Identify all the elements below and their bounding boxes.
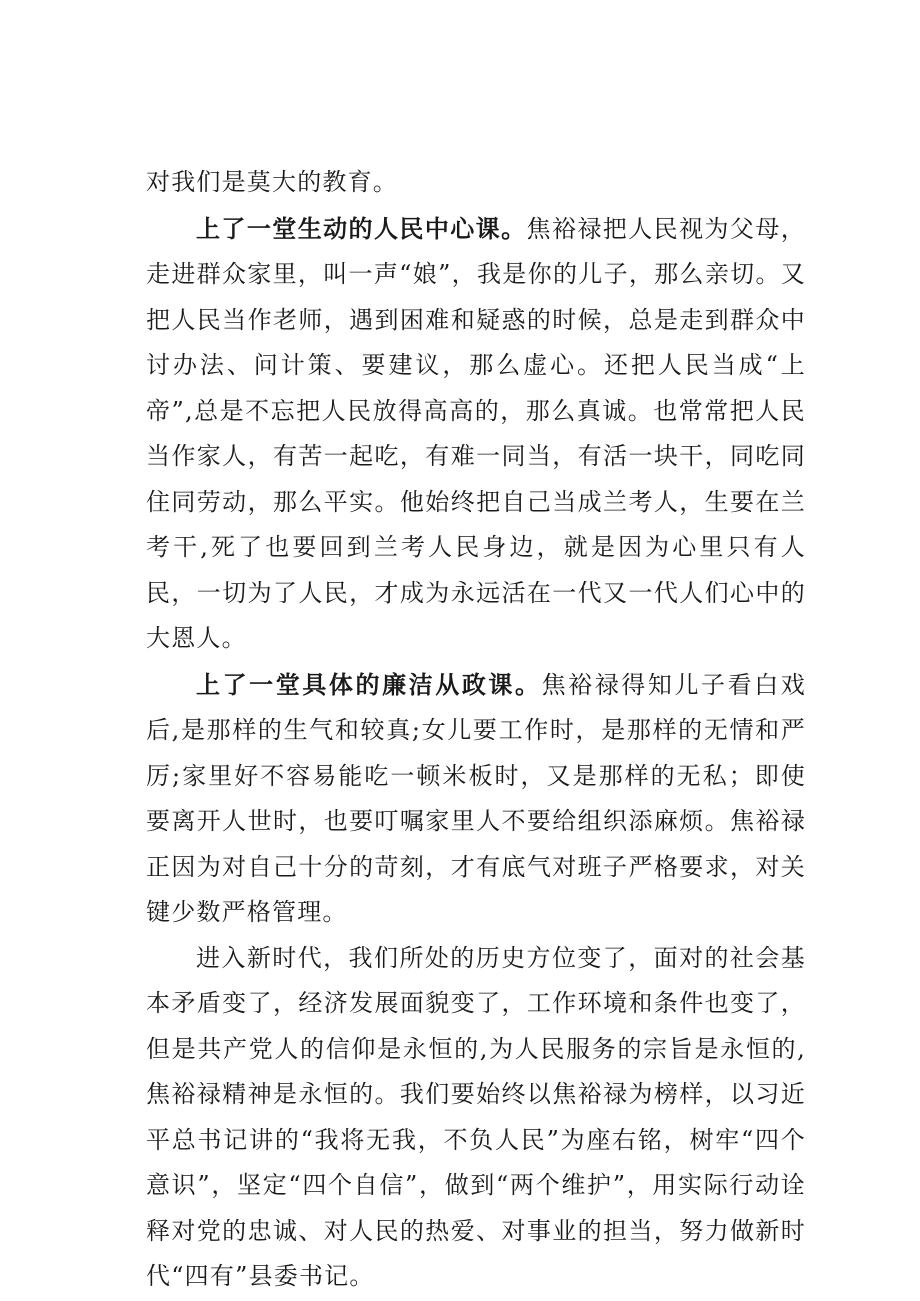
paragraph-text: 进入新时代，我们所处的历史方位变了，面对的社会基本矛盾变了，经济发展面貌变了，工作环境和条件也变了，但是共产党人的信仰是永恒的,为人民服务的宗旨是永恒的,焦裕禄精神是永恒的。我们要始终以焦裕禄为榜样，以习近平总书记讲的“我将无我，不负人民”为座右铭，树牢“四个意识”，坚定“四个自信”，做到“两个维护”，用实际行动诠释对党的忠诚、对人民的热爱、对事业的担当，努力做新时代“四有”县委书记。 [146,943,806,1290]
paragraph-clean-governance [146,662,806,936]
paragraph-lead-heading: 上了一堂具体的廉洁从政课。 [196,669,542,699]
paragraph-new-era [146,936,806,1300]
paragraph-text: 焦裕禄得知儿子看白戏后,是那样的生气和较真;女儿要工作时，是那样的无情和严厉;家里好不容易能吃一顿米板时，又是那样的无私；即使要离开人世时，也要叮嘱家里人不要给组织添麻烦。焦裕禄正因为对自己十分的苛刻，才有底气对班子严格要求，对关键少数严格管理。 [146,670,806,926]
paragraph-text: 焦裕禄把人民视为父母，走进群众家里，叫一声“娘”，我是你的儿子，那么亲切。又把人民当作老师，遇到困难和疑惑的时候，总是走到群众中讨办法、问计策、要建议，那么虚心。还把人民当成“上帝”,总是不忘把人民放得高高的，那么真诚。也常常把人民当作家人，有苦一起吃，有难一同当，有活一块干，同吃同住同劳动，那么平实。他始终把自己当成兰考人，生要在兰考干,死了也要回到兰考人民身边，就是因为心里只有人民，一切为了人民，才成为永远活在一代又一代人们心中的大恩人。 [146,214,806,652]
paragraph-continuation [146,160,806,206]
paragraph-text: 对我们是莫大的教育。 [146,168,398,196]
document-body [146,160,806,1300]
paragraph-people-centered [146,206,806,662]
paragraph-lead-heading: 上了一堂生动的人民中心课。 [196,213,527,243]
